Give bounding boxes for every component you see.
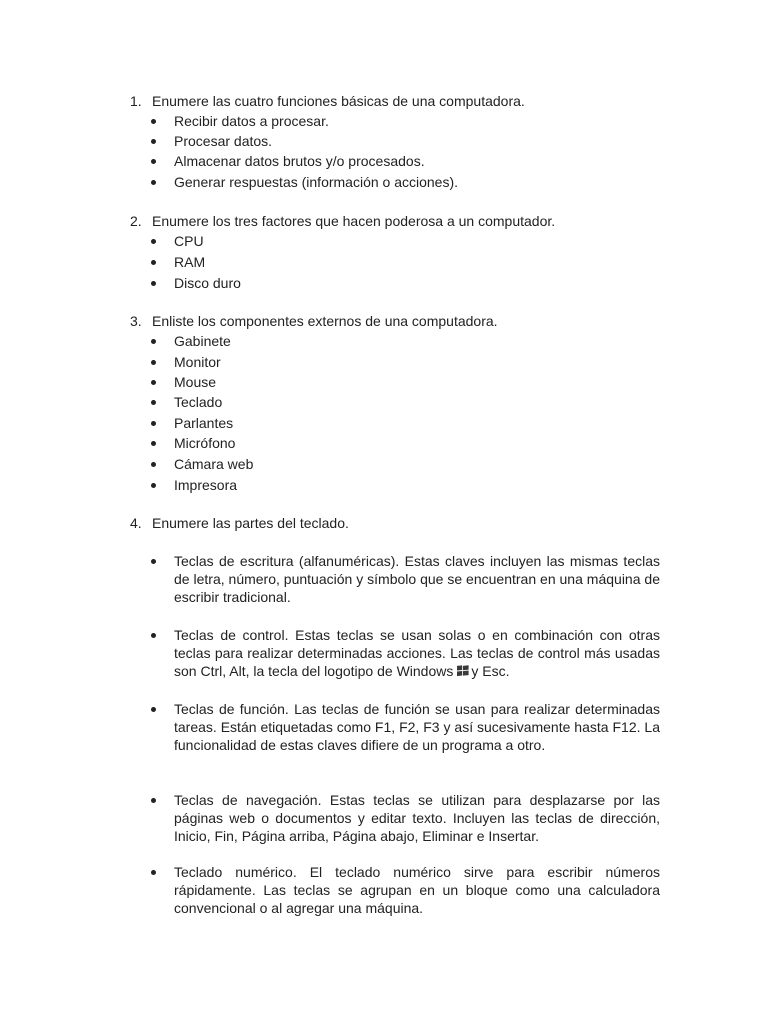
question-2-text: Enumere los tres factores que hacen poderosa a un computador.: [152, 213, 556, 229]
bullet-icon: [151, 380, 156, 385]
bullet-icon: [151, 119, 156, 124]
list-item-text: Gabinete: [174, 333, 231, 349]
question-4-number: 4.: [130, 515, 142, 531]
list-item-text: Cámara web: [174, 456, 254, 472]
list-item: [0, 253, 768, 273]
bullet-icon: [151, 870, 156, 875]
bullet-icon: [151, 260, 156, 265]
list-item-text: Monitor: [174, 354, 221, 370]
list-item-text: Disco duro: [174, 275, 241, 291]
list-item: [0, 353, 768, 373]
bullet-icon: [151, 400, 156, 405]
paragraph-text-after-logo: y Esc.: [471, 663, 510, 679]
question-3-number: 3.: [130, 313, 142, 329]
paragraph-text: Teclas de función. Las teclas de función se usan para realizar determinadas tareas. Están etiquetadas como F1, F2, F3 y así sucesivamente hasta F12. La funcionalidad de estas claves difiere de un programa a otro.: [174, 701, 660, 753]
bullet-icon: [151, 483, 156, 488]
list-item-text: Mouse: [174, 374, 217, 390]
paragraph-text-before-logo: Teclas de control. Estas teclas se usan solas o en combinación con otras teclas para realizar determinadas acciones. Las teclas de control más usadas son Ctrl, Alt, la tecla del logotipo de Windows: [174, 627, 660, 679]
bullet-icon: [151, 360, 156, 365]
bullet-icon: [151, 441, 156, 446]
list-item: [0, 232, 768, 252]
list-item: [0, 476, 768, 496]
list-item: [0, 393, 768, 413]
list-item: [0, 332, 768, 352]
list-item-text: Generar respuestas (información o acciones).: [174, 174, 459, 190]
bullet-icon: [151, 281, 156, 286]
list-item: [0, 173, 768, 193]
list-item-text: Teclado: [174, 394, 223, 410]
question-3-heading: [130, 312, 498, 330]
list-item-text: Parlantes: [174, 415, 234, 431]
list-item-text: Almacenar datos brutos y/o procesados.: [174, 153, 425, 169]
question-4-heading: [130, 514, 349, 532]
list-item: [0, 152, 768, 172]
bullet-icon: [151, 559, 156, 564]
bullet-icon: [151, 159, 156, 164]
question-2-heading: [130, 212, 555, 230]
paragraph-text: Teclas de navegación. Estas teclas se utilizan para desplazarse por las páginas web o documentos y editar texto. Incluyen las teclas de dirección, Inicio, Fin, Página arriba, Página abajo, Eliminar e Insertar.: [174, 792, 660, 844]
bullet-icon: [151, 239, 156, 244]
list-item-text: Micrófono: [174, 435, 236, 451]
bullet-icon: [151, 180, 156, 185]
list-item: [0, 112, 768, 132]
question-2-number: 2.: [130, 213, 142, 229]
list-item: [0, 414, 768, 434]
question-3-text: Enliste los componentes externos de una computadora.: [152, 313, 498, 329]
paragraph-text: [174, 626, 660, 680]
bullet-icon: [151, 633, 156, 638]
list-item: [0, 434, 768, 454]
list-item: [0, 455, 768, 475]
paragraph-text: Teclado numérico. El teclado numérico sirve para escribir números rápidamente. Las teclas se agrupan en un bloque como una calculadora convencional o al agregar una máquina.: [174, 864, 660, 916]
list-item-text: Impresora: [174, 477, 238, 493]
list-item: [0, 274, 768, 294]
list-item: [0, 373, 768, 393]
list-item-text: Procesar datos.: [174, 133, 273, 149]
windows-logo-icon: [456, 664, 470, 677]
paragraph-text: Teclas de escritura (alfanuméricas). Estas claves incluyen las mismas teclas de letra, número, puntuación y símbolo que se encuentran en una máquina de escribir tradicional.: [174, 553, 660, 605]
question-4-text: Enumere las partes del teclado.: [152, 515, 349, 531]
bullet-icon: [151, 139, 156, 144]
list-item-text: RAM: [174, 254, 206, 270]
list-item-text: Recibir datos a procesar.: [174, 113, 329, 129]
bullet-icon: [151, 707, 156, 712]
bullet-icon: [151, 421, 156, 426]
question-1-heading: [130, 92, 525, 110]
question-1-number: 1.: [130, 93, 142, 109]
list-item-text: CPU: [174, 233, 204, 249]
bullet-icon: [151, 462, 156, 467]
list-item: [0, 132, 768, 152]
bullet-icon: [151, 339, 156, 344]
question-1-text: Enumere las cuatro funciones básicas de una computadora.: [152, 93, 525, 109]
bullet-icon: [151, 798, 156, 803]
